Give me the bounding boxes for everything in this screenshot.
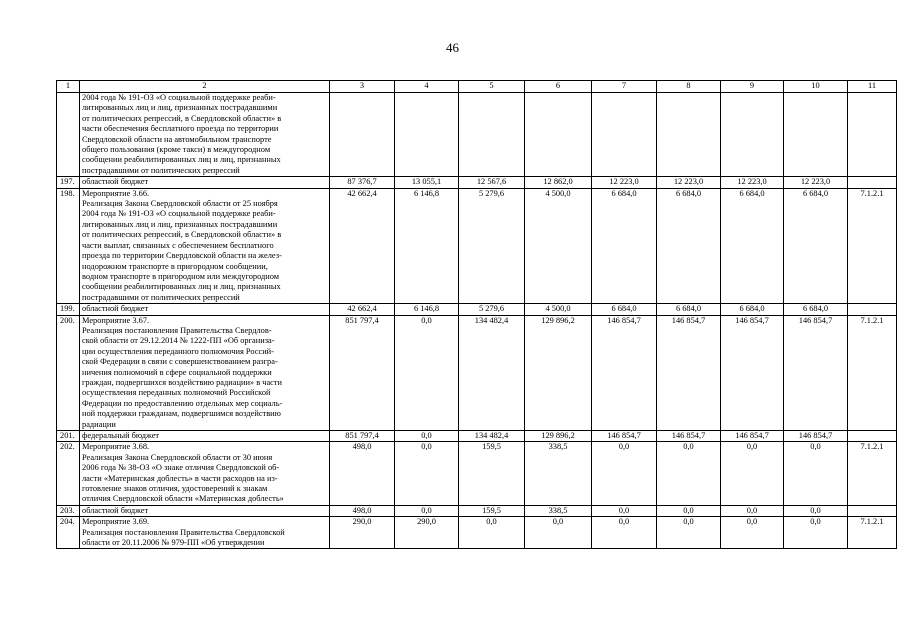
- table-row: [57, 304, 897, 315]
- value-cell: 146 854,7: [592, 315, 657, 430]
- value-cell: 498,0: [330, 442, 395, 505]
- value-cell: 6 684,0: [592, 304, 657, 315]
- value-cell: 6 684,0: [784, 304, 848, 315]
- value-cell: 146 854,7: [721, 431, 784, 442]
- value-cell: 0,0: [525, 517, 592, 549]
- row-number-cell: 197.: [57, 177, 80, 188]
- value-cell: 12 862,0: [525, 177, 592, 188]
- budget-table: [56, 80, 897, 549]
- value-cell: 12 223,0: [592, 177, 657, 188]
- row-number-cell: 198.: [57, 188, 80, 303]
- description-cell: областной бюджет: [80, 177, 330, 188]
- description-cell: Мероприятие 3.66. Реализация Закона Свердловской области от 25 ноября 2004 года № 191-ОЗ «О социальной поддержке реаби- литированных лиц и лиц, признанных пострадавшими от политических репрессий, в Свердловской области» в части выплат, связанных с обеспечением бесплатного проезда по территории Свердловской области на желез- нодорожном транспорте в пригородном сообщении, водном транспорте в пригородном или междугородном сообщении реабилитированных лиц и лиц, признанных пострадавшими от политических репрессий: [80, 188, 330, 303]
- value-cell: 0,0: [592, 517, 657, 549]
- column-header: 6: [525, 81, 592, 93]
- code-cell: [848, 177, 897, 188]
- value-cell: 0,0: [395, 431, 459, 442]
- row-number-cell: 201.: [57, 431, 80, 442]
- value-cell: 13 055,1: [395, 177, 459, 188]
- value-cell: 146 854,7: [784, 431, 848, 442]
- value-cell: 134 482,4: [459, 315, 525, 430]
- value-cell: 0,0: [657, 517, 721, 549]
- table-row: [57, 505, 897, 516]
- value-cell: 0,0: [784, 505, 848, 516]
- description-cell: федеральный бюджет: [80, 431, 330, 442]
- value-cell: 4 500,0: [525, 304, 592, 315]
- value-cell: 0,0: [721, 505, 784, 516]
- value-cell: [592, 93, 657, 177]
- value-cell: 851 797,4: [330, 315, 395, 430]
- value-cell: 6 684,0: [721, 188, 784, 303]
- value-cell: 6 684,0: [657, 304, 721, 315]
- value-cell: 6 684,0: [784, 188, 848, 303]
- value-cell: 290,0: [395, 517, 459, 549]
- value-cell: 129 896,2: [525, 431, 592, 442]
- column-header: 10: [784, 81, 848, 93]
- code-cell: [848, 431, 897, 442]
- value-cell: 0,0: [721, 442, 784, 505]
- value-cell: 42 662,4: [330, 304, 395, 315]
- code-cell: [848, 93, 897, 177]
- column-header: 3: [330, 81, 395, 93]
- value-cell: 338,5: [525, 505, 592, 516]
- value-cell: 146 854,7: [657, 431, 721, 442]
- value-cell: 146 854,7: [592, 431, 657, 442]
- column-header: 9: [721, 81, 784, 93]
- value-cell: 0,0: [395, 315, 459, 430]
- code-cell: 7.1.2.1: [848, 517, 897, 549]
- value-cell: 12 223,0: [721, 177, 784, 188]
- value-cell: 0,0: [459, 517, 525, 549]
- code-cell: [848, 304, 897, 315]
- value-cell: [459, 93, 525, 177]
- value-cell: 0,0: [395, 505, 459, 516]
- column-header: 11: [848, 81, 897, 93]
- code-cell: [848, 505, 897, 516]
- page-bottom-margin: [0, 609, 905, 640]
- code-cell: 7.1.2.1: [848, 442, 897, 505]
- row-number-cell: [57, 93, 80, 177]
- value-cell: 0,0: [784, 517, 848, 549]
- value-cell: 0,0: [592, 505, 657, 516]
- value-cell: 4 500,0: [525, 188, 592, 303]
- row-number-cell: 202.: [57, 442, 80, 505]
- value-cell: [395, 93, 459, 177]
- value-cell: [784, 93, 848, 177]
- value-cell: 5 279,6: [459, 188, 525, 303]
- column-header: 2: [80, 81, 330, 93]
- value-cell: 6 684,0: [721, 304, 784, 315]
- description-cell: Мероприятие 3.68. Реализация Закона Свердловской области от 30 июня 2006 года № 38-ОЗ «О знаке отличия Свердловской об- ласти «Материнская доблесть» в части расходов на из- готовление знаков отличия, удостоверений к знакам отличия Свердловской области «Материнская доблесть»: [80, 442, 330, 505]
- column-header: 7: [592, 81, 657, 93]
- value-cell: 0,0: [657, 505, 721, 516]
- value-cell: 0,0: [395, 442, 459, 505]
- value-cell: 6 684,0: [592, 188, 657, 303]
- row-number-cell: 200.: [57, 315, 80, 430]
- value-cell: 129 896,2: [525, 315, 592, 430]
- table-row: [57, 442, 897, 505]
- description-cell: 2004 года № 191-ОЗ «О социальной поддержке реаби- литированных лиц и лиц, признанных пострадавшими от политических репрессий, в Свердловской области» в части обеспечения бесплатного проезда по территории Свердловской области на автомобильном транспорте общего пользования (кроме такси) в междугородном сообщении реабилитированных лиц и лиц, признанных пострадавшими от политических репрессий: [80, 93, 330, 177]
- column-header: 5: [459, 81, 525, 93]
- table-row: [57, 431, 897, 442]
- value-cell: 146 854,7: [784, 315, 848, 430]
- row-number-cell: 204.: [57, 517, 80, 549]
- table-row: [57, 315, 897, 430]
- value-cell: 6 146,8: [395, 188, 459, 303]
- value-cell: 498,0: [330, 505, 395, 516]
- value-cell: 159,5: [459, 505, 525, 516]
- page-number: 46: [446, 40, 459, 55]
- column-header: 8: [657, 81, 721, 93]
- column-header: 1: [57, 81, 80, 93]
- row-number-cell: 199.: [57, 304, 80, 315]
- value-cell: 851 797,4: [330, 431, 395, 442]
- value-cell: 5 279,6: [459, 304, 525, 315]
- row-number-cell: 203.: [57, 505, 80, 516]
- value-cell: 146 854,7: [721, 315, 784, 430]
- value-cell: 12 223,0: [784, 177, 848, 188]
- value-cell: 0,0: [721, 517, 784, 549]
- value-cell: 6 146,8: [395, 304, 459, 315]
- table-row: [57, 93, 897, 177]
- table-body: [57, 81, 897, 549]
- value-cell: 0,0: [657, 442, 721, 505]
- value-cell: 134 482,4: [459, 431, 525, 442]
- value-cell: 42 662,4: [330, 188, 395, 303]
- value-cell: 87 376,7: [330, 177, 395, 188]
- code-cell: 7.1.2.1: [848, 188, 897, 303]
- description-cell: Мероприятие 3.69. Реализация постановления Правительства Свердловской области от 20.11.2006 № 979-ПП «Об утверждении: [80, 517, 330, 549]
- value-cell: 0,0: [784, 442, 848, 505]
- value-cell: 12 223,0: [657, 177, 721, 188]
- description-cell: областной бюджет: [80, 505, 330, 516]
- value-cell: 6 684,0: [657, 188, 721, 303]
- value-cell: [525, 93, 592, 177]
- column-header: 4: [395, 81, 459, 93]
- value-cell: 338,5: [525, 442, 592, 505]
- value-cell: 159,5: [459, 442, 525, 505]
- table-row: [57, 517, 897, 549]
- table-header-row: [57, 81, 897, 93]
- description-cell: Мероприятие 3.67. Реализация постановления Правительства Свердлов- ской области от 29.12.2014 № 1222-ПП «Об организа- ции осуществления переданного полномочия Россий- ской Федерации в связи с совершенствованием разгра- ничения полномочий в сфере социальной поддержки граждан, подвергшихся воздействию радиации» в части осуществления переданных полномочий Российской Федерации по предоставлению отдельных мер социаль- ной поддержки гражданам, подвергшимся воздействию радиации: [80, 315, 330, 430]
- value-cell: [330, 93, 395, 177]
- table-row: [57, 177, 897, 188]
- value-cell: 12 567,6: [459, 177, 525, 188]
- description-cell: областной бюджет: [80, 304, 330, 315]
- value-cell: 146 854,7: [657, 315, 721, 430]
- value-cell: 0,0: [592, 442, 657, 505]
- value-cell: [657, 93, 721, 177]
- value-cell: [721, 93, 784, 177]
- code-cell: 7.1.2.1: [848, 315, 897, 430]
- table-row: [57, 188, 897, 303]
- value-cell: 290,0: [330, 517, 395, 549]
